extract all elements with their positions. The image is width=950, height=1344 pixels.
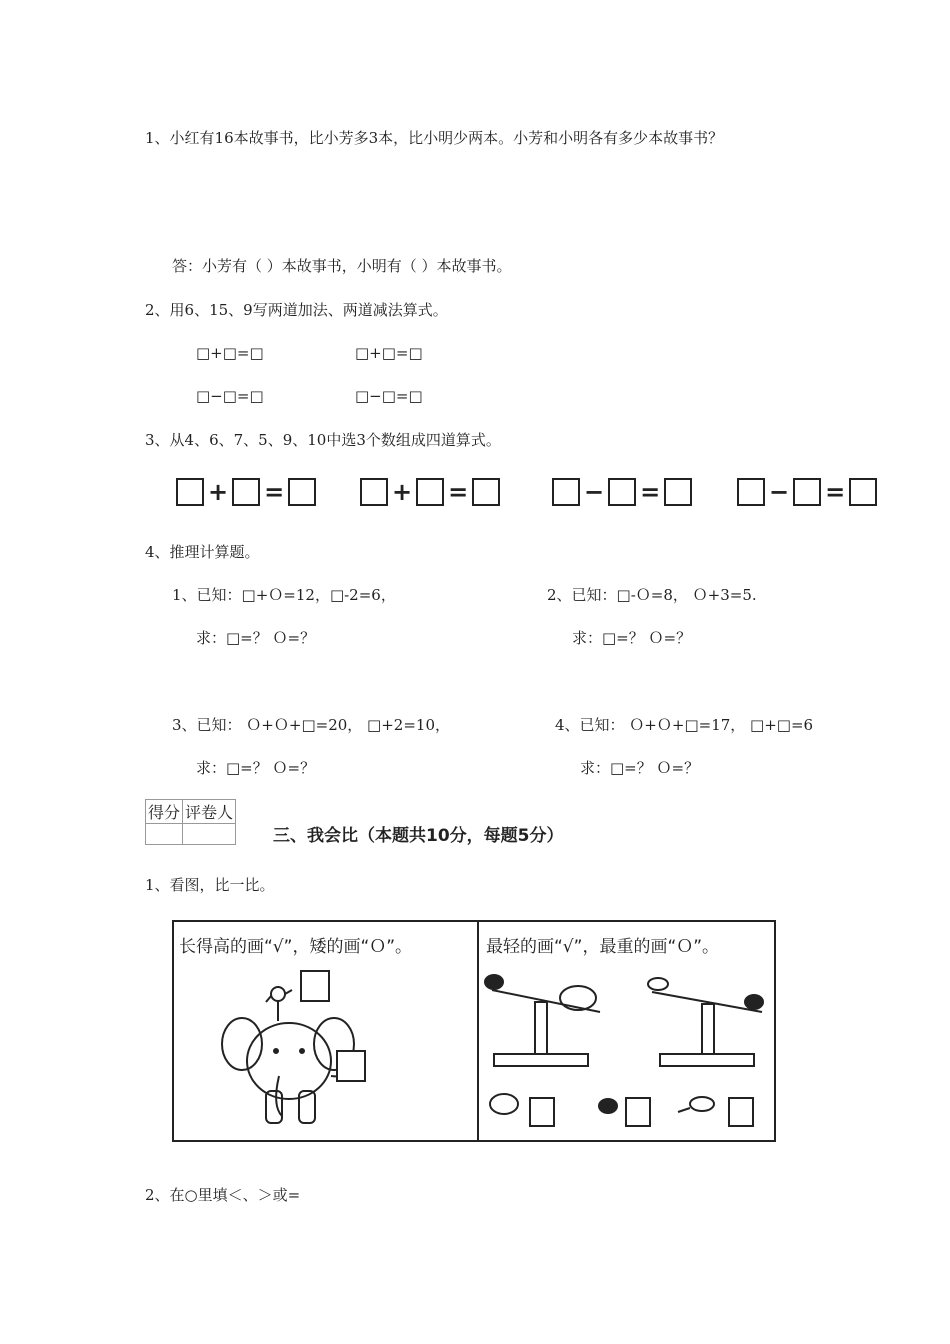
right-caption: 最轻的画“√”，最重的画“Ｏ”。 xyxy=(486,937,720,957)
q4-p3-ask: 求：□=？ Ｏ=？ xyxy=(196,759,316,777)
answer-box[interactable] xyxy=(552,478,580,506)
plus-sign: + xyxy=(392,478,413,506)
tall-answer-box[interactable] xyxy=(300,970,330,1002)
q2-add-expr-1: □+□=□ xyxy=(196,344,264,362)
q4-p2-ask: 求：□=？ Ｏ=？ xyxy=(572,629,692,647)
q4-p1-given: 1、已知：□+Ｏ=12，□-2=6， xyxy=(172,586,396,604)
score-cell[interactable] xyxy=(146,824,183,845)
plus-sign: + xyxy=(208,478,229,506)
grader-header: 评卷人 xyxy=(183,800,236,824)
short-answer-box[interactable] xyxy=(336,1050,366,1082)
answer-box[interactable] xyxy=(737,478,765,506)
equals-sign: = xyxy=(825,478,846,506)
q3-question: 3、从4、6、7、5、9、10中选3个数组成四道算式。 xyxy=(145,431,501,449)
compare-figure xyxy=(172,920,776,1142)
minus-sign: − xyxy=(584,478,605,506)
answer-box[interactable] xyxy=(849,478,877,506)
minus-sign: − xyxy=(769,478,790,506)
left-caption: 长得高的画“√”，矮的画“Ｏ”。 xyxy=(179,937,413,957)
score-table xyxy=(145,799,236,845)
q4-p3-given: 3、已知： Ｏ+Ｏ+□=20， □+2=10， xyxy=(172,716,450,734)
grader-cell[interactable] xyxy=(183,824,236,845)
answer-box[interactable] xyxy=(793,478,821,506)
answer-box[interactable] xyxy=(472,478,500,506)
q3-expr-2 xyxy=(360,478,500,506)
q3-expr-1 xyxy=(176,478,316,506)
elephant-answer-box[interactable] xyxy=(529,1097,555,1127)
answer-box[interactable] xyxy=(360,478,388,506)
section-3-q2: 2、在○里填＜、＞或= xyxy=(145,1186,301,1204)
q2-question: 2、用6、15、9写两道加法、两道减法算式。 xyxy=(145,301,448,319)
q2-sub-expr-1: □−□=□ xyxy=(196,387,264,405)
q4-p2-given: 2、已知：□-Ｏ=8， Ｏ+3=5. xyxy=(547,586,757,604)
section-3-title: 三、我会比（本题共10分，每题5分） xyxy=(273,826,564,846)
q2-sub-expr-2: □−□=□ xyxy=(355,387,423,405)
answer-box[interactable] xyxy=(664,478,692,506)
section-3-q1: 1、看图，比一比。 xyxy=(145,876,275,894)
q4-p4-ask: 求：□=？ Ｏ=？ xyxy=(580,759,700,777)
answer-box[interactable] xyxy=(608,478,636,506)
q4-p4-given: 4、已知： Ｏ+Ｏ+□=17， □+□=6 xyxy=(555,716,814,734)
q1-answer: 答：小芳有（ ）本故事书，小明有（ ）本故事书。 xyxy=(172,257,512,275)
equals-sign: = xyxy=(264,478,285,506)
answer-box[interactable] xyxy=(288,478,316,506)
answer-box[interactable] xyxy=(176,478,204,506)
q4-question: 4、推理计算题。 xyxy=(145,543,260,561)
equals-sign: = xyxy=(640,478,661,506)
q1-question: 1、小红有16本故事书，比小芳多3本，比小明少两本。小芳和小明各有多少本故事书？ xyxy=(145,129,724,147)
q2-add-expr-2: □+□=□ xyxy=(355,344,423,362)
answer-box[interactable] xyxy=(232,478,260,506)
q3-expr-4 xyxy=(737,478,877,506)
mouse-answer-box[interactable] xyxy=(728,1097,754,1127)
equals-sign: = xyxy=(448,478,469,506)
q3-expr-3 xyxy=(552,478,692,506)
cat-answer-box[interactable] xyxy=(625,1097,651,1127)
answer-box[interactable] xyxy=(416,478,444,506)
figure-divider xyxy=(477,922,479,1140)
score-header: 得分 xyxy=(146,800,183,824)
q4-p1-ask: 求：□=？ Ｏ=？ xyxy=(196,629,316,647)
